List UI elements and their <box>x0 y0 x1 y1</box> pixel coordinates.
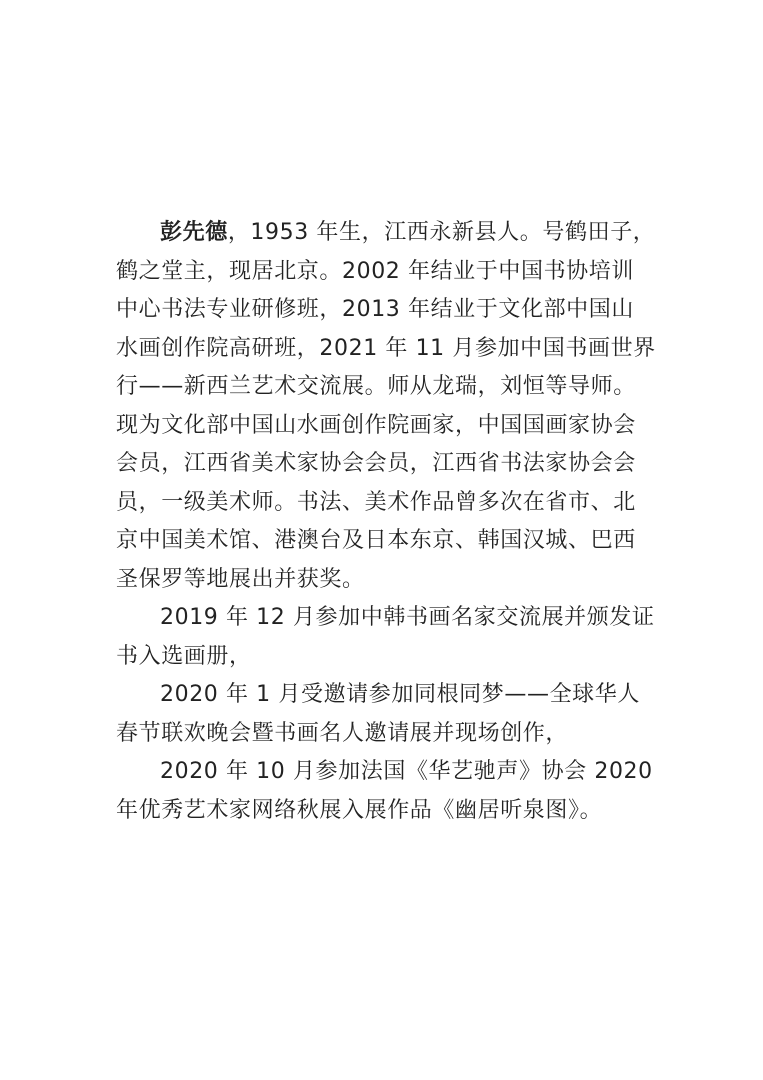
bio-line <box>116 214 656 253</box>
event-line: 春节联欢晚会暨书画名人邀请展并现场创作， <box>116 720 569 746</box>
bio-line: 中心书法专业研修班，2013 年结业于文化部中国山 <box>116 297 634 322</box>
bio-line: 京中国美术馆、港澳台及日本东京、韩国汉城、巴西 <box>116 528 636 553</box>
bio-line: 行——新西兰艺术交流展。师从龙瑞，刘恒等导师。 <box>116 374 636 399</box>
bio-line-text: ，1953 年生，江西永新县人。号鹤田子， <box>227 220 656 245</box>
event-line: 2019 年 12 月参加中韩书画名家交流展并颁发证 <box>160 605 655 630</box>
biography-text <box>116 214 656 830</box>
bio-line: 现为文化部中国山水画创作院画家，中国国画家协会 <box>116 412 636 438</box>
bio-line: 会员，江西省美术家协会会员，江西省书法家协会会 <box>116 451 636 476</box>
event-line: 2020 年 1 月受邀请参加同根同梦——全球华人 <box>160 682 640 707</box>
event-line: 2020 年 10 月参加法国《华艺驰声》协会 2020 <box>160 759 653 784</box>
bio-line: 鹤之堂主，现居北京。2002 年结业于中国书协培训 <box>116 258 634 284</box>
artist-name: 彭先德 <box>160 220 228 245</box>
bio-line: 员，一级美术师。书法、美术作品曾多次在省市、北 <box>116 489 636 515</box>
event-line: 年优秀艺术家网络秋展入展作品《幽居听泉图》。 <box>116 797 603 823</box>
bio-line: 水画创作院高研班，2021 年 11 月参加中国书画世界 <box>116 335 656 361</box>
event-line: 书入选画册， <box>116 643 252 669</box>
bio-line: 圣保罗等地展出并获奖。 <box>116 566 365 592</box>
